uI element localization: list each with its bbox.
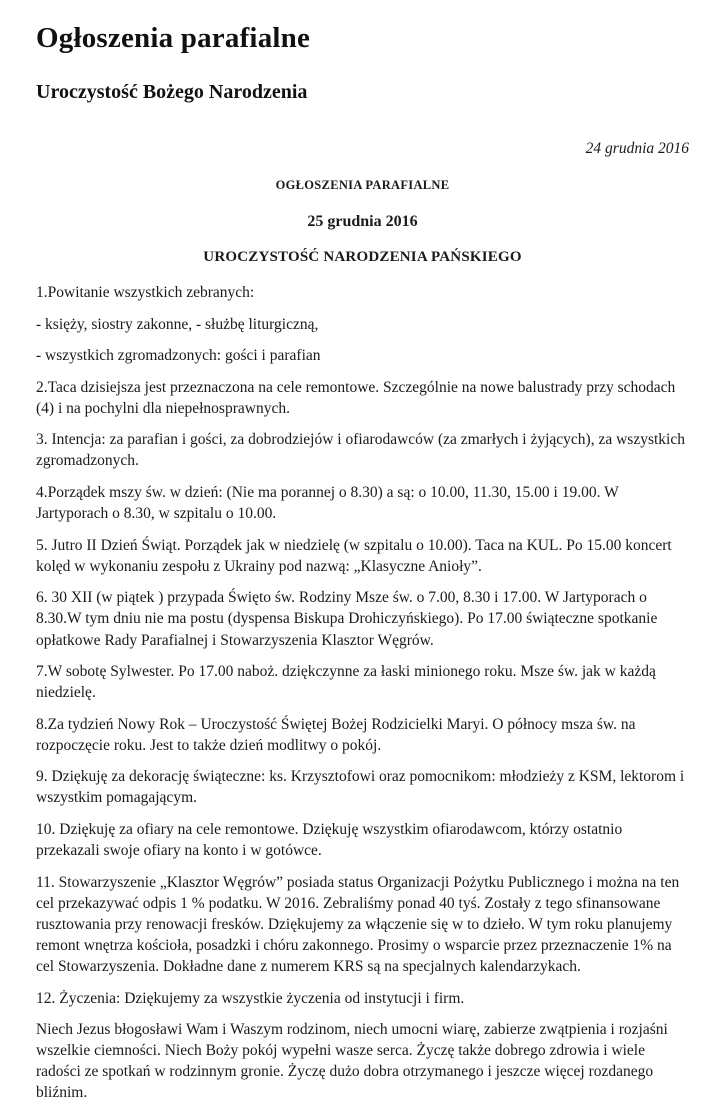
date-line: 24 grudnia 2016 (585, 140, 689, 157)
feast-heading: UROCZYSTOŚĆ NARODZENIA PAŃSKIEGO (203, 249, 522, 265)
announcement-paragraph: 7.W sobotę Sylwester. Po 17.00 naboż. dziękczynne za łaski minionego roku. Msze św. jak w każdą niedzielę. (36, 663, 656, 702)
announcement-paragraph: 12. Życzenia: Dziękujemy za wszystkie życzenia od instytucji i firm. (36, 989, 465, 1007)
announcement-paragraph: 6. 30 XII (w piątek ) przypada Święto św. Rodziny Msze św. o 7.00, 8.30 i 17.00. W Jartyporach o 8.30.W tym dniu nie ma postu (dyspensa Biskupa Drohiczyńskiego). Po 17.00 świąteczne spotkanie opłatkowe Rady Parafialnej i Stowarzyszenia Klasztor Węgrów. (36, 589, 658, 649)
announcement-paragraph: 1.Powitanie wszystkich zebranych: (36, 284, 255, 301)
announcement-paragraph: 9. Dziękuję za dekorację świąteczne: ks. Krzysztofowi oraz pomocnikom: młodzieży z KSM, lektorom i wszystkim pomagającym. (36, 768, 685, 807)
announcement-paragraph: 10. Dziękuję za ofiary na cele remontowe. Dziękuję wszystkim ofiarodawcom, którzy ostatnio przekazali swoje ofiary na konto i w gotówce. (36, 821, 623, 860)
announcement-paragraph: 8.Za tydzień Nowy Rok – Uroczystość Świętej Bożej Rodzicielki Maryi. O północy msza św. na rozpoczęcie roku. Jest to także dzień modlitwy o pokój. (36, 715, 636, 754)
announcement-paragraph: 11. Stowarzyszenie „Klasztor Węgrów” posiada status Organizacji Pożytku Publicznego i można na ten cel przekazywać odpis 1 % podatku. W 2016. Zebraliśmy ponad 40 tyś. Zostały z tego sfinansowane rusztowania przy renowacji fresków. Dziękujemy za włączenie się w to dzieło. W tym roku planujemy remont wnętrza kościoła, posadzki i chóru zakonnego. Prosimy o wsparcie przez przeznaczenie 1% na cel Stowarzyszenia. Dokładne dane z numerem KRS są na specjalnych kalendarzykach. (36, 873, 680, 976)
page-title: Ogłoszenia parafialne (36, 22, 311, 54)
announcements-body (36, 282, 689, 1104)
announcement-paragraph: 4.Porządek mszy św. w dzień: (Nie ma porannej o 8.30) a są: o 10.00, 11.30, 15.00 i 19.00. W Jartyporach o 8.30, w szpitalu o 10.00. (36, 484, 619, 523)
announcements-heading: OGŁOSZENIA PARAFIALNE (275, 178, 450, 192)
announcement-paragraph: Niech Jezus błogosławi Wam i Waszym rodzinom, niech umocni wiarę, zabierze zwątpienia i rozjaśni wszelkie ciemności. Niech Boży pokój wypełni wasze serca. Życzę także dobrego zdrowia i wiele radości ze spotkań w rodzinnym gronie. Życzę dużo dobra otrzymanego i jeszcze więcej rozdanego bliźnim. (36, 1021, 668, 1102)
page-subtitle: Uroczystość Bożego Narodzenia (36, 81, 308, 103)
announcement-paragraph: 3. Intencja: za parafian i gości, za dobrodziejów i ofiarodawców (za zmarłych i żyjących), za wszystkich zgromadzonych. (36, 431, 685, 470)
announcement-paragraph: 2.Taca dzisiejsza jest przeznaczona na cele remontowe. Szczególnie na nowe balustrady przy schodach (4) i na pochylni dla niepełnosprawnych. (36, 378, 676, 417)
announcement-paragraph: 5. Jutro II Dzień Świąt. Porządek jak w niedzielę (w szpitalu o 10.00). Taca na KUL. Po 15.00 koncert kolęd w wykonaniu zespołu z Ukrainy pod nazwą: „Klasyczne Anioły”. (36, 536, 672, 575)
announcements-date-heading: 25 grudnia 2016 (307, 213, 418, 230)
announcement-paragraph: - księży, siostry zakonne, - służbę liturgiczną, (36, 315, 319, 333)
announcement-paragraph: - wszystkich zgromadzonych: gości i parafian (36, 347, 321, 365)
